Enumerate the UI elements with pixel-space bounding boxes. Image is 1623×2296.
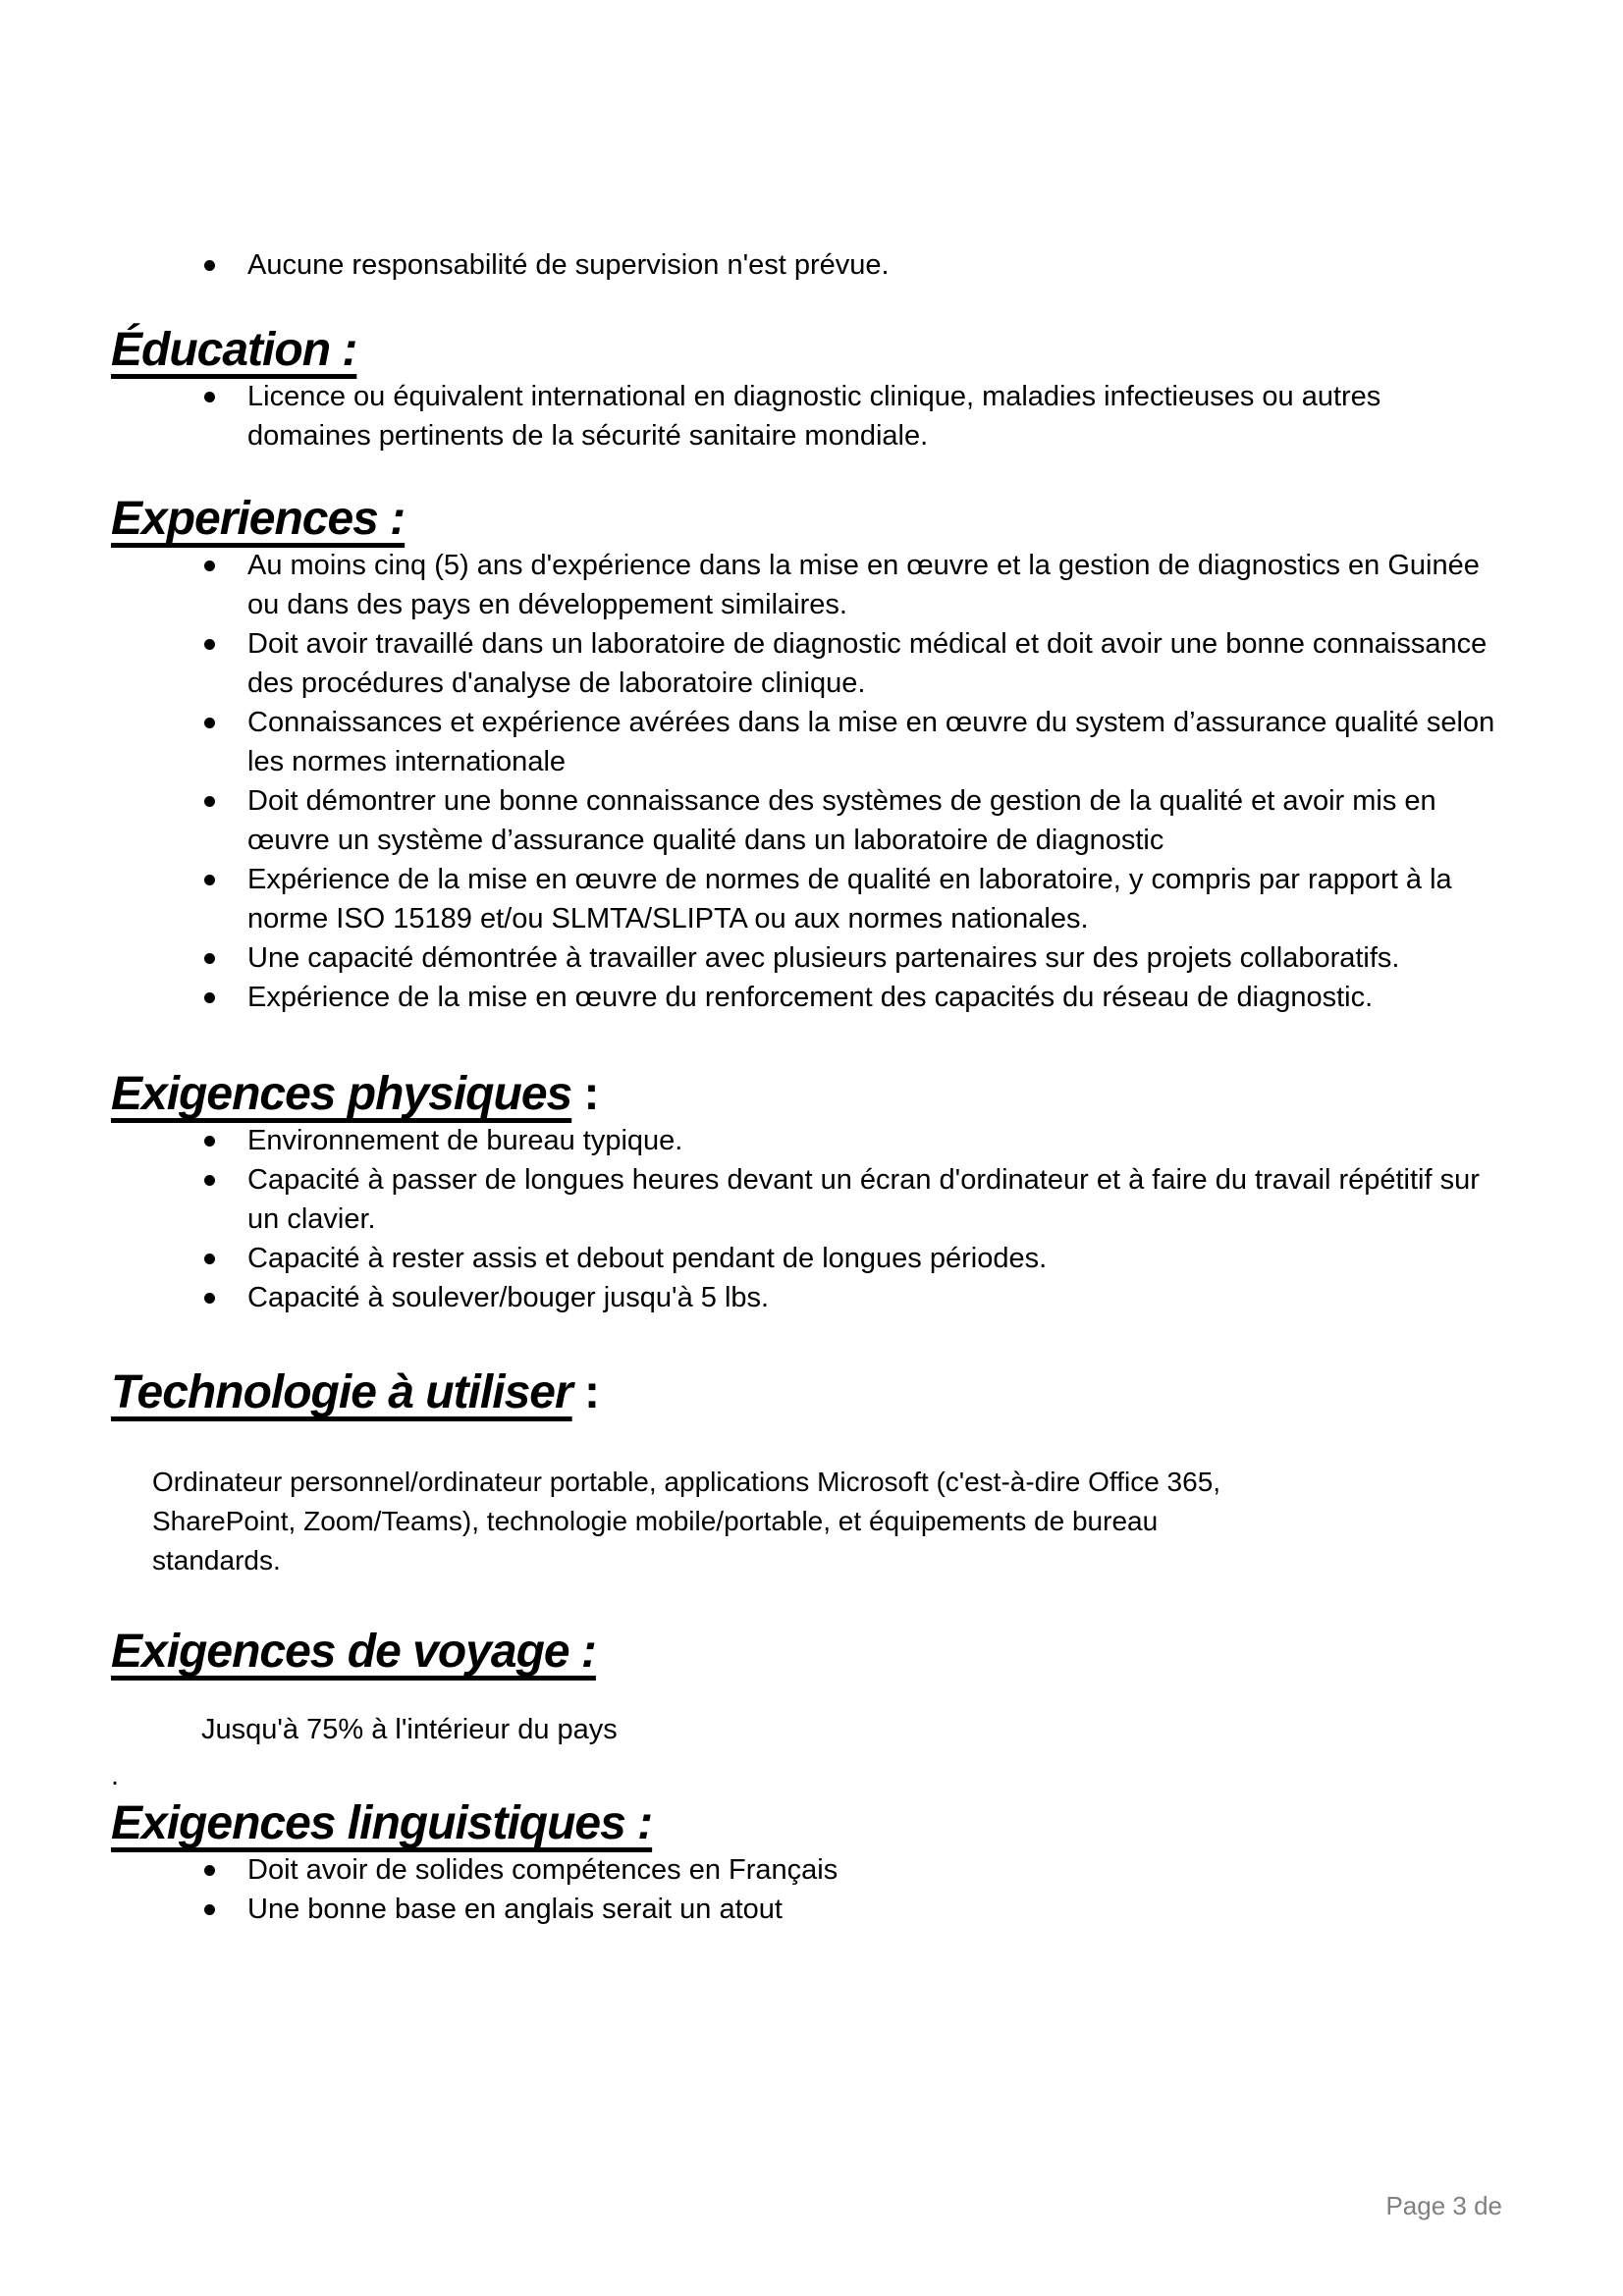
heading-language-requirements xyxy=(111,1797,1507,1850)
education-bullet-list xyxy=(111,377,1507,455)
bullet-item: Aucune responsabilité de supervision n'est prévue. xyxy=(247,245,1497,285)
heading-education xyxy=(111,324,1507,377)
paragraph-line: standards. xyxy=(152,1545,281,1575)
heading-physical-requirements xyxy=(111,1068,1507,1121)
heading-travel-requirements xyxy=(111,1626,1507,1679)
heading-text: Technologie à utiliser xyxy=(111,1366,572,1418)
physical-bullet-list xyxy=(111,1121,1507,1317)
technology-paragraph xyxy=(152,1463,1507,1580)
heading-text: Exigences linguistiques : xyxy=(111,1797,653,1849)
heading-text: Exigences physiques xyxy=(111,1068,572,1120)
travel-requirement-text: Jusqu'à 75% à l'intérieur du pays xyxy=(201,1714,618,1745)
bullet-item: Doit démontrer une bonne connaissance des systèmes de gestion de la qualité et avoir mis en œuvre un système d’assurance qualité dans un laboratoire de diagnostic xyxy=(247,781,1497,860)
stray-period: . xyxy=(111,1760,120,1791)
page-number-footer: Page 3 de xyxy=(1385,2191,1502,2220)
bullet-item: Au moins cinq (5) ans d'expérience dans la mise en œuvre et la gestion de diagnostics en Guinée ou dans des pays en développement similaires. xyxy=(247,546,1497,624)
bullet-item: Une capacité démontrée à travailler avec plusieurs partenaires sur des projets collaboratifs. xyxy=(247,938,1497,978)
bullet-item: Capacité à rester assis et debout pendant de longues périodes. xyxy=(247,1239,1497,1278)
language-bullet-list xyxy=(111,1850,1507,1929)
bullet-item: Expérience de la mise en œuvre de normes de qualité en laboratoire, y compris par rapport à la norme ISO 15189 et/ou SLMTA/SLIPTA ou aux normes nationales. xyxy=(247,860,1497,938)
bullet-item: Environnement de bureau typique. xyxy=(247,1121,1497,1160)
heading-text: Éducation : xyxy=(111,324,357,376)
experiences-bullet-list xyxy=(111,546,1507,1017)
bullet-item: Expérience de la mise en œuvre du renforcement des capacités du réseau de diagnostic. xyxy=(247,978,1497,1017)
paragraph-line: SharePoint, Zoom/Teams), technologie mobile/portable, et équipements de bureau xyxy=(152,1506,1159,1536)
bullet-item: Une bonne base en anglais serait un atout xyxy=(247,1890,1497,1929)
supervision-bullet-list xyxy=(111,245,1507,285)
heading-experiences xyxy=(111,493,1507,546)
heading-technology xyxy=(111,1366,1507,1419)
heading-colon: : xyxy=(571,1068,599,1120)
heading-text: Exigences de voyage : xyxy=(111,1626,596,1678)
bullet-item: Doit avoir travaillé dans un laboratoire de diagnostic médical et doit avoir une bonne connaissance des procédures d'analyse de laboratoire clinique. xyxy=(247,624,1497,703)
bullet-item: Licence ou équivalent international en diagnostic clinique, maladies infectieuses ou autres domaines pertinents de la sécurité sanitaire mondiale. xyxy=(247,377,1497,455)
heading-colon: : xyxy=(571,1366,599,1418)
bullet-item: Connaissances et expérience avérées dans la mise en œuvre du system d’assurance qualité selon les normes internationale xyxy=(247,703,1497,781)
paragraph-line: Ordinateur personnel/ordinateur portable, applications Microsoft (c'est-à-dire Office 365, xyxy=(152,1467,1221,1497)
bullet-item: Capacité à passer de longues heures devant un écran d'ordinateur et à faire du travail répétitif sur un clavier. xyxy=(247,1160,1497,1239)
bullet-item: Capacité à soulever/bouger jusqu'à 5 lbs. xyxy=(247,1278,1497,1317)
bullet-item: Doit avoir de solides compétences en Français xyxy=(247,1850,1497,1890)
heading-text: Experiences : xyxy=(111,493,406,545)
